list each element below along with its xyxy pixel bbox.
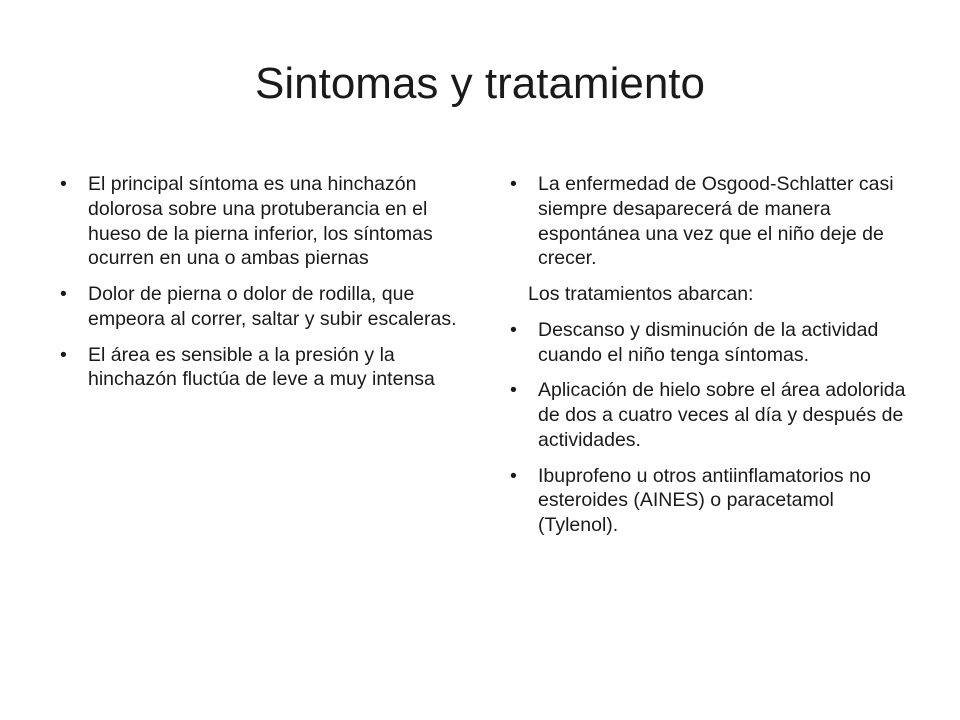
bullet-item xyxy=(508,172,908,271)
bullet-icon: • xyxy=(510,464,517,487)
left-column xyxy=(58,172,466,403)
bullet-text: Ibuprofeno u otros antiinflamatorios no esteroides (AINES) o paracetamol (Tylenol). xyxy=(538,464,871,536)
bullet-icon: • xyxy=(60,173,67,195)
treatments-subheading: Los tratamientos abarcan: xyxy=(528,283,754,305)
bullet-item xyxy=(58,343,466,393)
bullet-text: Dolor de pierna o dolor de rodilla, que empeora al correr, saltar y subir escaleras. xyxy=(88,283,457,330)
bullet-item xyxy=(508,378,908,452)
bullet-text: La enfermedad de Osgood-Schlatter casi siempre desaparecerá de manera espontánea una vez que el niño deje de crecer. xyxy=(538,173,894,270)
right-column xyxy=(508,172,908,549)
bullet-item xyxy=(58,282,466,332)
bullet-icon: • xyxy=(510,318,517,341)
bullet-item xyxy=(58,172,466,271)
bullet-icon: • xyxy=(510,173,517,195)
bullet-item xyxy=(508,464,908,538)
bullet-icon: • xyxy=(60,283,67,305)
bullet-item xyxy=(508,318,908,368)
bullet-icon: • xyxy=(60,343,67,366)
slide-title: Sintomas y tratamiento xyxy=(255,59,705,108)
bullet-icon: • xyxy=(510,379,517,402)
bullet-text: Aplicación de hielo sobre el área adolorida de dos a cuatro veces al día y después de actividades. xyxy=(538,379,906,451)
bullet-text: Descanso y disminución de la actividad cuando el niño tenga síntomas. xyxy=(538,318,879,366)
bullet-text: El área es sensible a la presión y la hinchazón fluctúa de leve a muy intensa xyxy=(88,343,435,391)
bullet-text: El principal síntoma es una hinchazón dolorosa sobre una protuberancia en el hueso de la pierna inferior, los síntomas ocurren en una o ambas piernas xyxy=(88,173,433,270)
